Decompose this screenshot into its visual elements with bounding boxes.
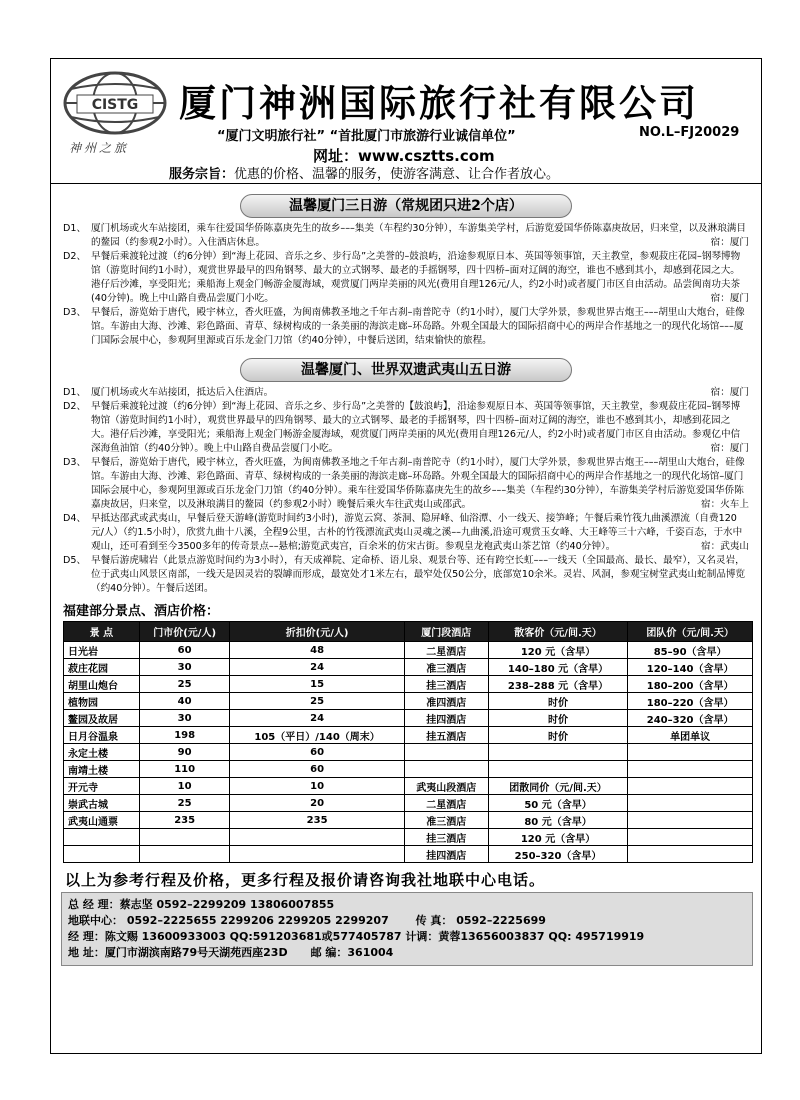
contact-box: [61, 892, 753, 966]
table-cell: 时价: [488, 727, 628, 744]
table-row: [64, 727, 753, 744]
contact-fax: 传 真： 0592–2225699: [415, 914, 546, 927]
service-motto: [169, 163, 559, 182]
contact-sales-manager: 经 理：陈文赐 13600933003 QQ:591203681或577405787 计调：黄蓉13656003837 QQ: 495719919: [68, 930, 645, 943]
tour2-itinerary: [51, 382, 761, 596]
table-cell: 30: [139, 710, 230, 727]
table-cell: [488, 744, 628, 761]
table-row: [64, 693, 753, 710]
table-cell: 二星酒店: [404, 795, 488, 812]
contact-center: [68, 913, 746, 929]
table-cell: [488, 761, 628, 778]
prices-title: 福建部分景点、酒店价格：: [63, 604, 220, 619]
day-stay: 宿：厦门: [705, 236, 749, 250]
table-cell: [64, 846, 140, 863]
table-cell: 时价: [488, 693, 628, 710]
contact-manager: 总 经 理：蔡志坚 0592–2299209 13806007855: [68, 898, 335, 911]
table-cell: 120 元（含早）: [488, 829, 628, 846]
contact-center-phones: 地联中心： 0592–2225655 2299206 2299205 2299207: [68, 914, 389, 927]
table-cell: 25: [139, 795, 230, 812]
table-row: [64, 710, 753, 727]
table-cell: 250–320（含早）: [488, 846, 628, 863]
table-cell: [628, 761, 753, 778]
day-text: 厦门机场或火车站接团，抵达后入住酒店。: [91, 387, 274, 398]
table-cell: 60: [139, 642, 230, 659]
table-cell: 挂四酒店: [404, 846, 488, 863]
table-cell: 准四酒店: [404, 693, 488, 710]
price-table: [63, 621, 753, 863]
table-row: [64, 744, 753, 761]
table-cell: 武夷山段酒店: [404, 778, 488, 795]
table-cell: 单团单议: [628, 727, 753, 744]
price-col-header: 折扣价(元/人): [230, 622, 404, 642]
day-stay: 宿：武夷山: [695, 540, 749, 554]
day-label: D4、: [63, 513, 87, 524]
tour2-title: 温馨厦门、世界双遗武夷山五日游: [240, 358, 572, 382]
tour2-day-2: [63, 400, 749, 456]
table-cell: [230, 846, 404, 863]
table-cell: 挂三酒店: [404, 829, 488, 846]
contact-address: 地 址：厦门市湖滨南路79号天湖苑西座23D: [68, 946, 288, 959]
table-cell: 120–140（含早）: [628, 659, 753, 676]
table-cell: 235: [139, 812, 230, 829]
table-cell: 时价: [488, 710, 628, 727]
day-label: D2、: [63, 251, 87, 262]
logo-text: CISTG: [91, 97, 139, 113]
table-cell: [628, 812, 753, 829]
table-cell: 24: [230, 710, 404, 727]
table-cell: [139, 829, 230, 846]
table-cell: 30: [139, 659, 230, 676]
table-cell: 25: [230, 693, 404, 710]
table-cell: [230, 829, 404, 846]
table-cell: 235: [230, 812, 404, 829]
table-cell: 挂三酒店: [404, 676, 488, 693]
table-cell: [628, 744, 753, 761]
table-cell: 110: [139, 761, 230, 778]
table-cell: 105（平日）/140（周末）: [230, 727, 404, 744]
table-row: [64, 846, 753, 863]
table-cell: 50 元（含早）: [488, 795, 628, 812]
day-text: 早餐后游虎啸岩（此景点游览时间约为3小时），有天成禅院、定命桥、语儿泉、观景台等、还有跨空长虹–––一线天（全国最高、最长、最窄），又名灵岩，位于武夷山风景区南部，一线天是因灵岩的裂罅而形成，最宽处才1米左右，最窄处仅50公分，底部宽10余米。灵岩、风洞，参观宝树堂武夷山蛇制品博览（约40分钟）。午餐后送团。: [91, 555, 746, 594]
price-col-header: 团队价（元/间.天）: [628, 622, 753, 642]
day-text: 厦门机场或火车站接团，乘车往爱国华侨陈嘉庚先生的故乡–––集美（车程约30分钟），车游集美学村，后游览爱国华侨陈嘉庚故居，归来堂，以及淋琅满目的鳌园（约参观2小时）。入住酒店休息。: [91, 223, 746, 248]
table-cell: 140–180 元（含早）: [488, 659, 628, 676]
table-cell: 60: [230, 744, 404, 761]
table-cell: 准三酒店: [404, 812, 488, 829]
table-cell: 198: [139, 727, 230, 744]
table-cell: [628, 829, 753, 846]
tour2-day-1: [63, 386, 749, 400]
table-cell: 15: [230, 676, 404, 693]
tour1-day-3: [63, 306, 749, 348]
table-cell: 团散同价（元/间.天）: [488, 778, 628, 795]
table-cell: 240–320（含早）: [628, 710, 753, 727]
table-cell: 准三酒店: [404, 659, 488, 676]
table-cell: [64, 829, 140, 846]
tour1-day-2: [63, 250, 749, 306]
day-stay: 宿：厦门: [705, 442, 749, 456]
table-cell: 武夷山通票: [64, 812, 140, 829]
table-cell: 60: [230, 761, 404, 778]
day-text: 早餐后乘渡轮过渡（约6分钟）到“海上花园、音乐之乡、步行岛”之美誉的【鼓浪屿】，沿途参观原日本、英国等领事馆，天主教堂，参观菽庄花园–钢琴博物馆（游览时间约1小时），观赏世界最早的四角钢琴、最大的立式钢琴、最老的手摇钢琴，四十四桥–面对辽阔的海空，谁也不感到其小，却感到花园之大。港仔后沙滩，享受阳光；乘船海上观金门畅游金厦海域，观赏厦门两岸美丽的风光(费用自理126元/人，约2小时)或者厦门市区自由活动。参观亿中信深海鱼油馆（约40分钟）。晚上中山路自费品尝厦门小吃。: [91, 401, 741, 454]
table-cell: [139, 846, 230, 863]
table-cell: 10: [139, 778, 230, 795]
table-cell: [628, 795, 753, 812]
price-col-header: 门市价(元/人): [139, 622, 230, 642]
table-cell: 鳌园及故居: [64, 710, 140, 727]
table-row: [64, 659, 753, 676]
table-cell: [628, 778, 753, 795]
table-row: [64, 778, 753, 795]
table-row: [64, 676, 753, 693]
tour2-day-5: [63, 554, 749, 596]
contact-address-row: [68, 945, 746, 961]
slogan: “厦门文明旅行社” “首批厦门市旅游行业诚信单位”: [217, 129, 516, 144]
table-cell: 180–200（含早）: [628, 676, 753, 693]
table-cell: 25: [139, 676, 230, 693]
table-cell: 10: [230, 778, 404, 795]
tour1-itinerary: [51, 218, 761, 348]
table-row: [64, 812, 753, 829]
table-cell: 永定土楼: [64, 744, 140, 761]
service-label: 服务宗旨：: [169, 167, 235, 182]
day-label: D2、: [63, 401, 87, 412]
table-cell: 日光岩: [64, 642, 140, 659]
day-label: D5、: [63, 555, 87, 566]
day-label: D3、: [63, 457, 87, 468]
table-cell: 二星酒店: [404, 642, 488, 659]
brochure-frame: [50, 58, 762, 1054]
table-cell: 日月谷温泉: [64, 727, 140, 744]
table-cell: 崇武古城: [64, 795, 140, 812]
table-cell: 48: [230, 642, 404, 659]
tour2-day-3: [63, 456, 749, 512]
price-col-header: 景 点: [64, 622, 140, 642]
table-cell: [404, 744, 488, 761]
table-row: [64, 795, 753, 812]
table-cell: 挂五酒店: [404, 727, 488, 744]
table-cell: 180–220（含早）: [628, 693, 753, 710]
tour1-day-1: [63, 222, 749, 250]
tour2-day-4: [63, 512, 749, 554]
day-label: D1、: [63, 387, 87, 398]
price-col-header: 散客价（元/间.天）: [488, 622, 628, 642]
day-text: 早餐后，游览始于唐代，殿宇林立，香火旺盛，为闽南佛教圣地之千年古刹–南普陀寺（约1小时），厦门大学外景，参观世界古炮王–––胡里山大炮台，硅像馆。车游由大海、沙滩、彩色路面、青草、绿树构成的一条美丽的海滨走廊–环岛路。外观全国最大的国际招商中心的两岸合作基地之一的现代化场馆–––厦门国际会展中心，参观阿里源或百乐龙金门刀馆（约40分钟），中餐后送团，结束愉快的旅程。: [91, 307, 745, 346]
table-cell: 24: [230, 659, 404, 676]
day-stay: 宿：火车上: [695, 498, 749, 512]
contact-postcode: 邮 编：361004: [310, 946, 394, 959]
day-label: D1、: [63, 223, 87, 234]
day-text: 早抵达邵武或武夷山，早餐后登天游峰(游览时间约3小时)，游览云窝、茶洞、隐屏峰、仙浴潭、小一线天、接笋峰；午餐后乘竹筏九曲溪漂流（自费120元/人）（约1.5小时），欣赏九曲十八溪，全程9公里，古朴的竹筏漂流武夷山灵魂之溪––九曲溪,沿途可观赏玉女峰、大王峰等三十六峰，千姿百态，于水中观山，还可看到至今3500多年的传奇景点––悬棺;游览武夷宫，百余米的仿宋古街。参观皇龙袍武夷山茶艺馆（约40分钟）。: [91, 513, 743, 552]
table-cell: 80 元（含早）: [488, 812, 628, 829]
table-cell: 20: [230, 795, 404, 812]
license-number: NO.L–FJ20029: [639, 125, 740, 140]
day-text: 早餐后，游览始于唐代，殿宇林立，香火旺盛，为闽南佛教圣地之千年古刹–南普陀寺（约1小时），厦门大学外景，参观世界古炮王–––胡里山大炮台，硅像馆。车游由大海、沙滩、彩色路面、青草、绿树构成的一条美丽的海滨走廊–环岛路。外观全国最大的国际招商中心的两岸合作基地之一的现代化场馆–厦门国际会展中心，参观阿里源或百乐龙金门刀馆（约40分钟）。乘车往爱国华侨陈嘉庚先生的故乡–––集美（车程约30分钟），车游集美学村后游览爱国华侨陈嘉庚故居，归来堂，以及淋琅满目的鳌园（约参观2小时）晚餐后乘火车往武夷山或邵武。: [91, 457, 745, 510]
website-link[interactable]: 网址：www.csztts.com: [313, 147, 495, 165]
day-label: D3、: [63, 307, 87, 318]
table-cell: 挂四酒店: [404, 710, 488, 727]
table-row: [64, 642, 753, 659]
table-cell: 238–288 元（含早）: [488, 676, 628, 693]
table-cell: [404, 761, 488, 778]
price-col-header: 厦门段酒店: [404, 622, 488, 642]
table-row: [64, 829, 753, 846]
table-cell: 120 元（含早）: [488, 642, 628, 659]
table-cell: [628, 846, 753, 863]
header: [51, 59, 761, 184]
day-stay: 宿：厦门: [705, 386, 749, 400]
table-row: [64, 761, 753, 778]
day-stay: 宿：厦门: [705, 292, 749, 306]
table-cell: 菽庄花园: [64, 659, 140, 676]
table-cell: 植物园: [64, 693, 140, 710]
price-table-header: [64, 622, 753, 642]
table-cell: 90: [139, 744, 230, 761]
table-cell: 40: [139, 693, 230, 710]
table-cell: 南靖土楼: [64, 761, 140, 778]
company-name: 厦门神洲国际旅行社有限公司: [179, 81, 699, 125]
table-cell: 开元寺: [64, 778, 140, 795]
service-text: 优惠的价格、温馨的服务，使游客满意、让合作者放心。: [234, 167, 560, 182]
footer-note: 以上为参考行程及价格，更多行程及报价请咨询我社地联中心电话。: [65, 871, 546, 889]
table-cell: 胡里山炮台: [64, 676, 140, 693]
day-text: 早餐后乘渡轮过渡（约6分钟）到“海上花园、音乐之乡、步行岛”之美誉的–鼓浪屿，沿途参观原日本、英国等领事馆，天主教堂，参观菽庄花园–钢琴博物馆（游览时间约1小时），观赏世界最早的四角钢琴、最大的立式钢琴、最老的手摇钢琴，四十四桥–面对辽阔的海空，谁也不感到其小，却感到花园之大。港仔后沙滩，享受阳光；乘船海上观金门畅游金厦海域，观赏厦门两岸美丽的风光(费用自理126元/人，约2小时)或者厦门市区自由活动。品尝闽南功夫茶(40分钟)。晚上中山路自费品尝厦门小吃。: [91, 251, 741, 304]
logo-subtitle: 神州之旅: [69, 141, 130, 155]
table-cell: 85–90（含早）: [628, 642, 753, 659]
tour1-title: 温馨厦门三日游（常规团只进2个店）: [240, 194, 572, 218]
